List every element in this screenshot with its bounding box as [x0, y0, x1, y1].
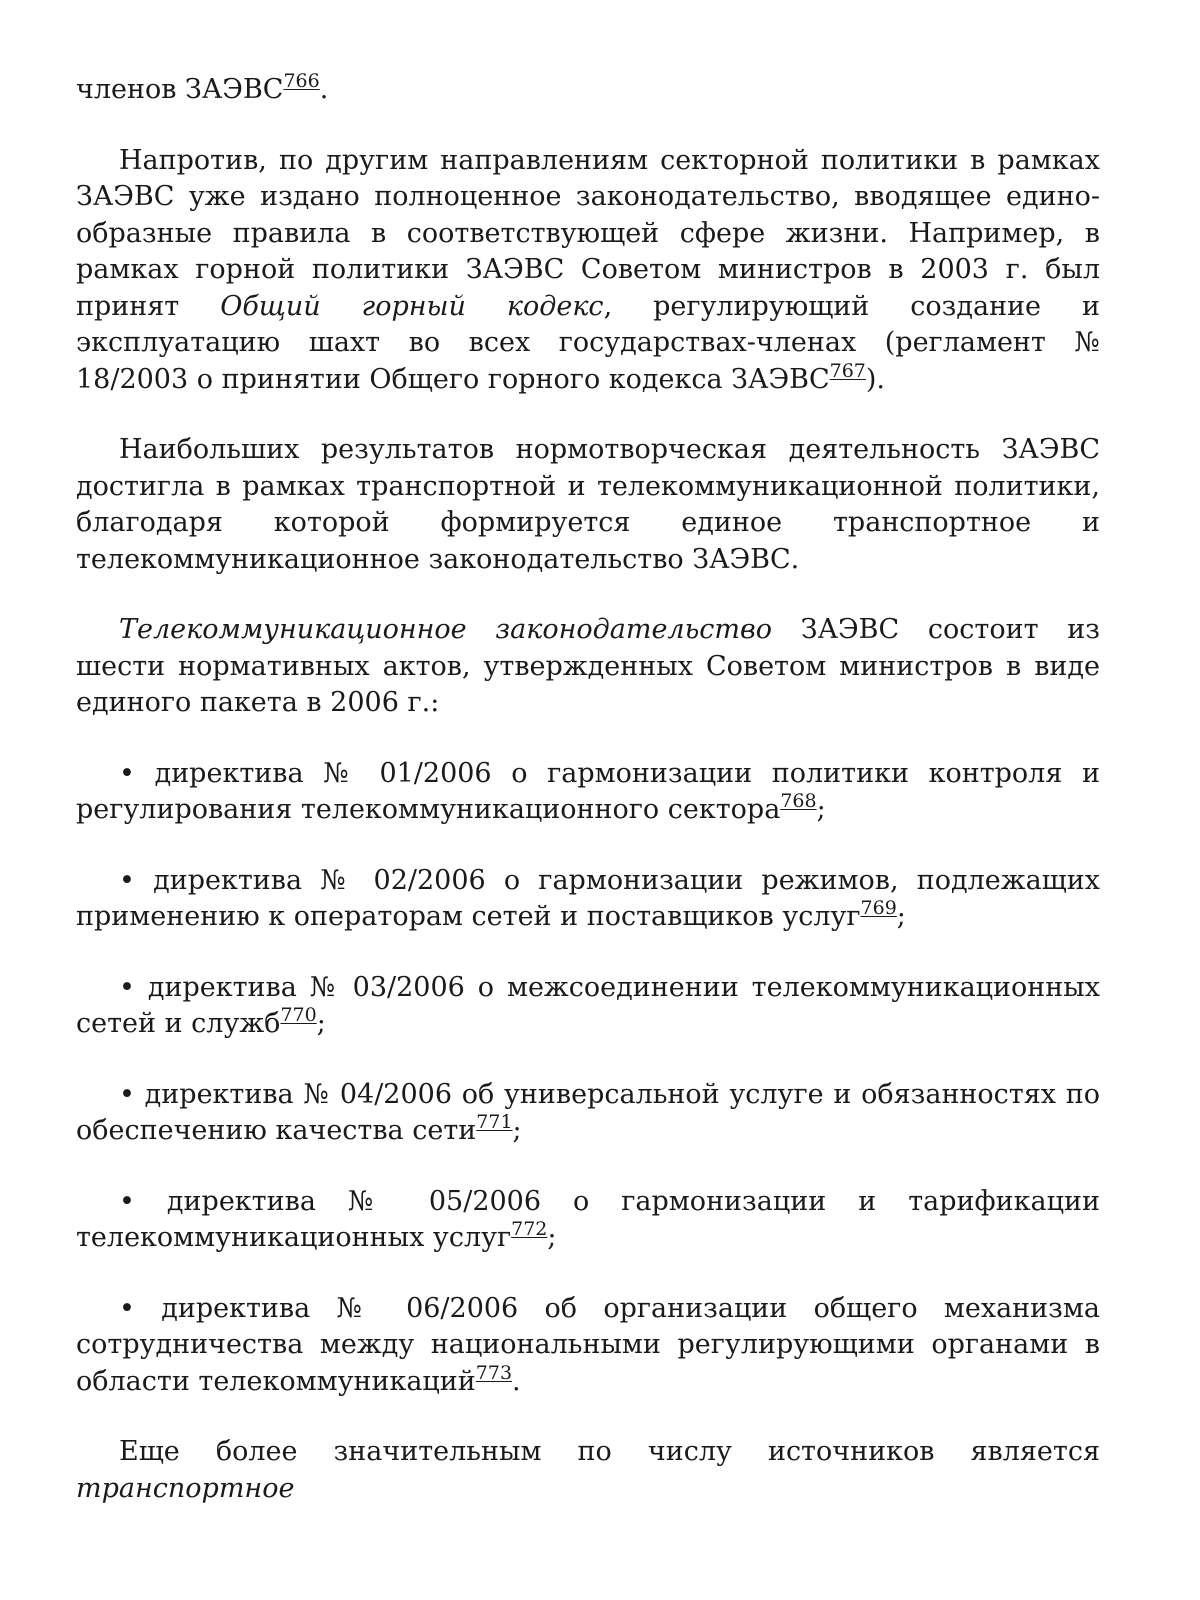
paragraph-tail: ). — [865, 363, 886, 395]
list-item-text: • директива № 01/2006 о гармонизации политики контроля и регулирования телекоммуникационного сектора — [76, 757, 1100, 825]
paragraph-transport-law — [76, 1434, 1100, 1507]
footnote-ref-769[interactable]: 769 — [860, 897, 897, 919]
emphasis-telecom-law: Телекоммуникационное законодательство — [119, 614, 773, 645]
list-item-text: • директива № 02/2006 о гармонизации режимов, подлежащих применению к операторам сетей и поставщиков услуг — [76, 864, 1100, 932]
list-item-directive-05 — [76, 1184, 1100, 1257]
paragraph-intro-fragment — [76, 72, 1100, 109]
list-item-text: • директива № 04/2006 об универсальной услуге и обязанностях по обеспечению качества сети — [76, 1078, 1100, 1146]
list-item-tail: ; — [896, 901, 906, 932]
paragraph-telecom-law — [76, 612, 1100, 722]
list-item-directive-02 — [76, 863, 1100, 936]
list-item-tail: ; — [316, 1008, 326, 1039]
paragraph-transport-telecom — [76, 432, 1100, 578]
footnote-ref-768[interactable]: 768 — [780, 790, 817, 812]
footnote-ref-771[interactable]: 771 — [476, 1111, 513, 1133]
emphasis-mining-code: Общий горный кодекс — [220, 290, 604, 322]
footnote-ref-772[interactable]: 772 — [511, 1218, 548, 1240]
paragraph-text-cont: , регулирующий создание и эксплуатацию шахт во всех государствах-членах (регламент № 18/2003 о принятии Общего горного кодекса ЗАЭВС — [76, 290, 1100, 395]
paragraph-mining-code — [76, 143, 1100, 399]
paragraph-text: Напротив, по другим направлениям секторной политики в рамках ЗАЭВС уже издано полноценное законодательство, вводящее единообразные правила в соответствующей сфере жизни. Например, в рамках горной политики ЗАЭВС Советом министров в 2003 г. был принят — [76, 144, 1100, 322]
footnote-ref-773[interactable]: 773 — [475, 1361, 513, 1384]
list-item-directive-06 — [76, 1291, 1100, 1401]
list-item-text: • директива № 03/2006 о межсоединении телекоммуникационных сетей и служб — [76, 971, 1100, 1039]
paragraph-text: ЗАЭВС состоит из шести нормативных актов, утвержденных Советом министров в виде единого пакета в 2006 г.: — [76, 614, 1100, 718]
paragraph-tail: . — [319, 74, 329, 105]
list-item-directive-01 — [76, 756, 1100, 829]
list-item-directive-03 — [76, 970, 1100, 1043]
list-item-tail: ; — [816, 794, 826, 825]
list-item-tail: ; — [512, 1115, 522, 1146]
list-item-text: • директива № 06/2006 об организации общего механизма сотрудничества между национальными регулирующими органами в области телекоммуникаций — [76, 1292, 1100, 1397]
footnote-ref-767[interactable]: 767 — [829, 359, 866, 382]
footnote-ref-766[interactable]: 766 — [283, 70, 320, 92]
paragraph-text: членов ЗАЭВС — [76, 74, 284, 105]
list-item-tail: ; — [547, 1222, 557, 1253]
list-item-directive-04 — [76, 1077, 1100, 1150]
document-page — [76, 72, 1100, 1507]
list-item-tail: . — [512, 1365, 521, 1397]
footnote-ref-770[interactable]: 770 — [280, 1004, 317, 1026]
emphasis-transport: транспортное — [76, 1472, 295, 1504]
list-item-text: • директива № 05/2006 о гармонизации и тарификации телекоммуникационных услуг — [76, 1185, 1100, 1253]
paragraph-text: Наибольших результатов нормотворческая деятельность ЗАЭВС достигла в рамках транспортной и телекоммуникационной политики, благодаря которой формируется единое транспортное и телекоммуникационное законодательство ЗАЭВС. — [76, 434, 1100, 575]
paragraph-text: Еще более значительным по числу источников является — [119, 1436, 1100, 1467]
